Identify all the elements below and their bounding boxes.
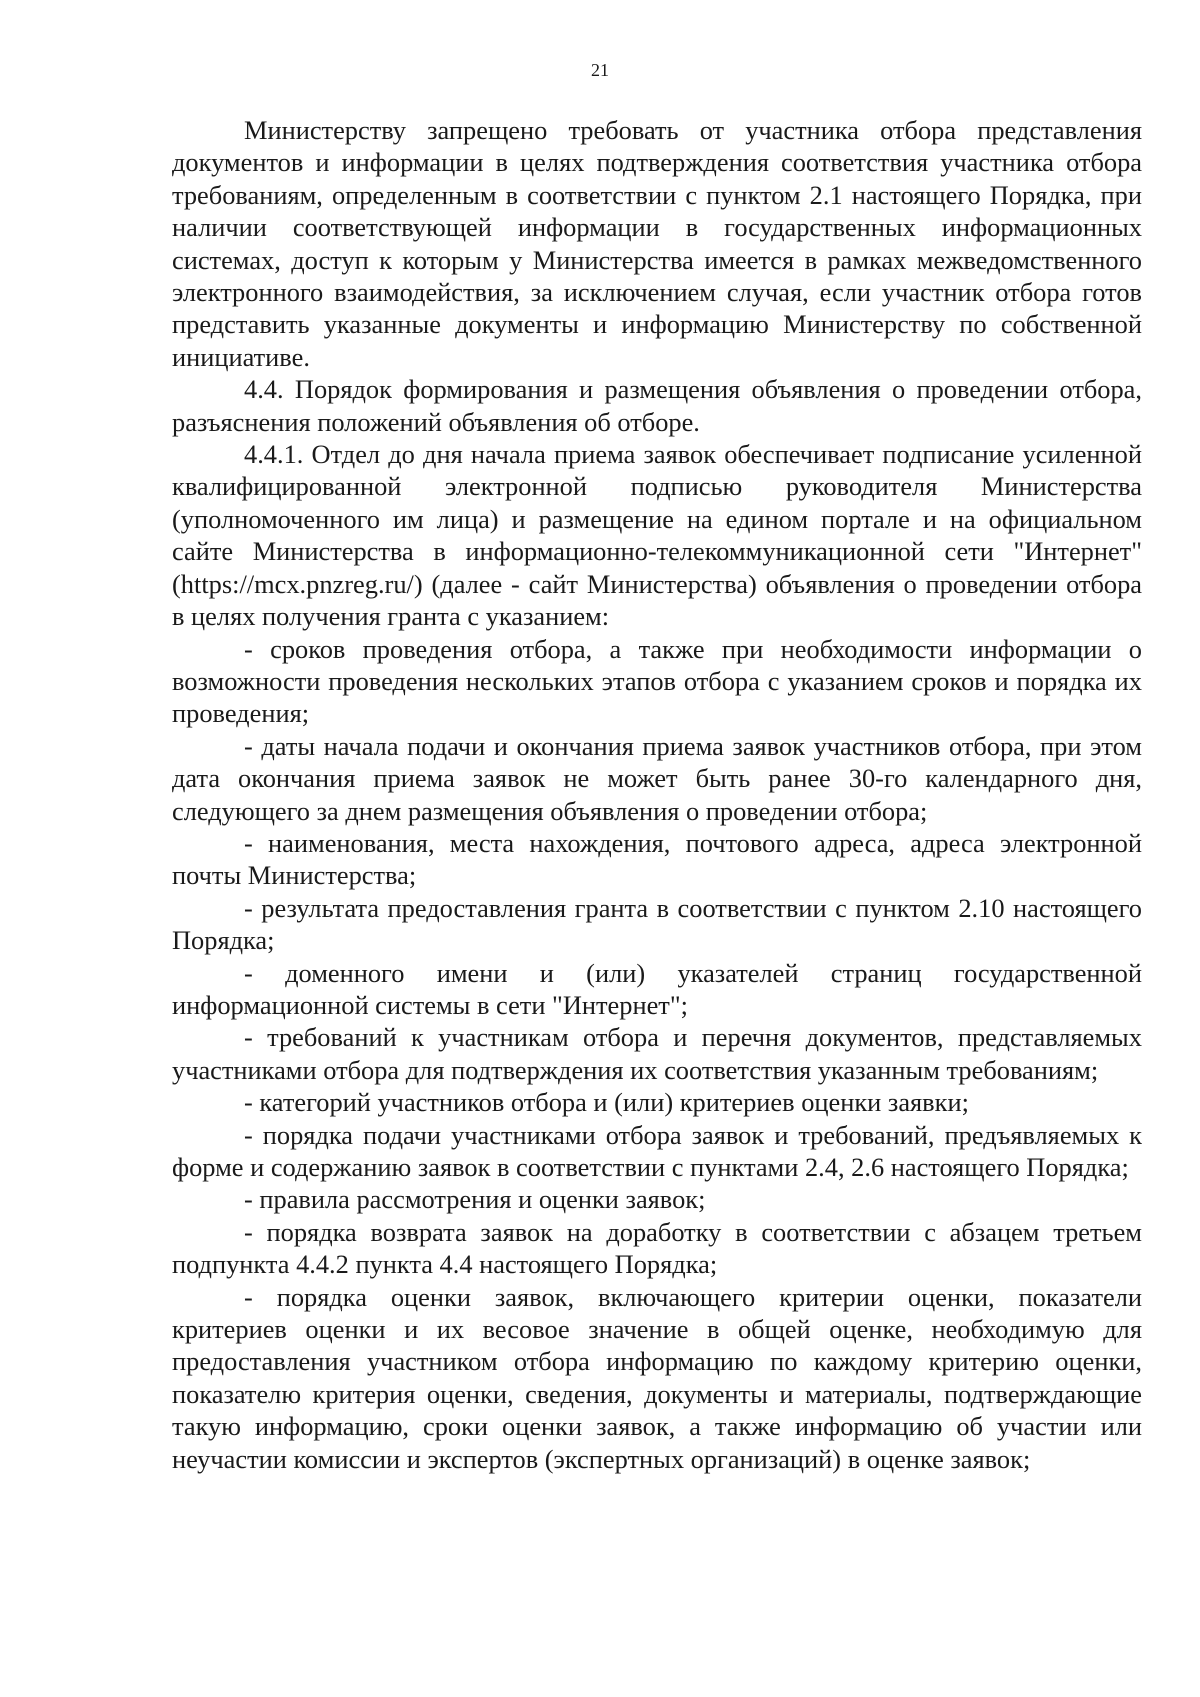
list-item-domain-name: - доменного имени и (или) указателей страниц государственной информационной системы в сети "Интернет"; xyxy=(172,957,1142,1020)
paragraph-section-4-4-1: 4.4.1. Отдел до дня начала приема заявок обеспечивает подписание усиленной квалифицированной электронной подписью руководителя Министерства (уполномоченного им лица) и размещение на едином портале и на официальном сайте Министерства в информационно-телекоммуникационной сети "Интернет" (https://mcx.pnzreg.ru/) (далее - сайт Министерства) объявления о проведении отбора в целях получения гранта с указанием: xyxy=(172,439,1142,632)
paragraph-ministry-prohibition: Министерству запрещено требовать от участника отбора представления документов и информации в целях подтверждения соответствия участника отбора требованиям, определенным в соответствии с пунктом 2.1 настоящего Порядка, при наличии соответствующей информации в государственных информационных системах, доступ к которым у Министерства имеется в рамках межведомственного электронного взаимодействия, за исключением случая, если участник отбора готов представить указанные документы и информацию Министерству по собственной инициативе. xyxy=(172,115,1142,372)
list-item-participant-categories: - категорий участников отбора и (или) критериев оценки заявки; xyxy=(244,1087,969,1118)
paragraph-section-4-4: 4.4. Порядок формирования и размещения объявления о проведении отбора, разъяснения положений объявления об отборе. xyxy=(172,374,1142,437)
list-item-selection-terms: - сроков проведения отбора, а также при необходимости информации о возможности проведения нескольких этапов отбора с указанием сроков и порядка их проведения; xyxy=(172,633,1142,729)
page-number: 21 xyxy=(591,60,609,80)
list-item-evaluation-procedure: - порядка оценки заявок, включающего критерии оценки, показатели критериев оценки и их весовое значение в общей оценке, необходимую для предоставления участником отбора информацию по каждому критерию оценки, показателю критерия оценки, сведения, документы и материалы, подтверждающие такую информацию, сроки оценки заявок, а также информацию об участии или неучастии комиссии и экспертов (экспертных организаций) в оценке заявок; xyxy=(172,1281,1142,1474)
list-item-review-rules: - правила рассмотрения и оценки заявок; xyxy=(244,1184,706,1215)
list-item-grant-result: - результата предоставления гранта в соответствии с пунктом 2.10 настоящего Порядка; xyxy=(172,892,1142,956)
list-item-application-dates: - даты начала подачи и окончания приема заявок участников отбора, при этом дата окончания приема заявок не может быть ранее 30-го календарного дня, следующего за днем размещения объявления о проведении отбора; xyxy=(172,730,1142,826)
list-item-submission-procedure: - порядка подачи участниками отбора заявок и требований, предъявляемых к форме и содержанию заявок в соответствии с пунктами 2.4, 2.6 настоящего Порядка; xyxy=(172,1119,1142,1182)
list-item-participant-requirements: - требований к участникам отбора и перечня документов, представляемых участниками отбора для подтверждения их соответствия указанным требованиям; xyxy=(172,1022,1142,1085)
list-item-return-procedure: - порядка возврата заявок на доработку в соответствии с абзацем третьем подпункта 4.4.2 пункта 4.4 настоящего Порядка; xyxy=(172,1216,1142,1280)
list-item-ministry-contacts: - наименования, места нахождения, почтового адреса, адреса электронной почты Министерства; xyxy=(172,827,1142,891)
document-body xyxy=(172,114,1142,1475)
